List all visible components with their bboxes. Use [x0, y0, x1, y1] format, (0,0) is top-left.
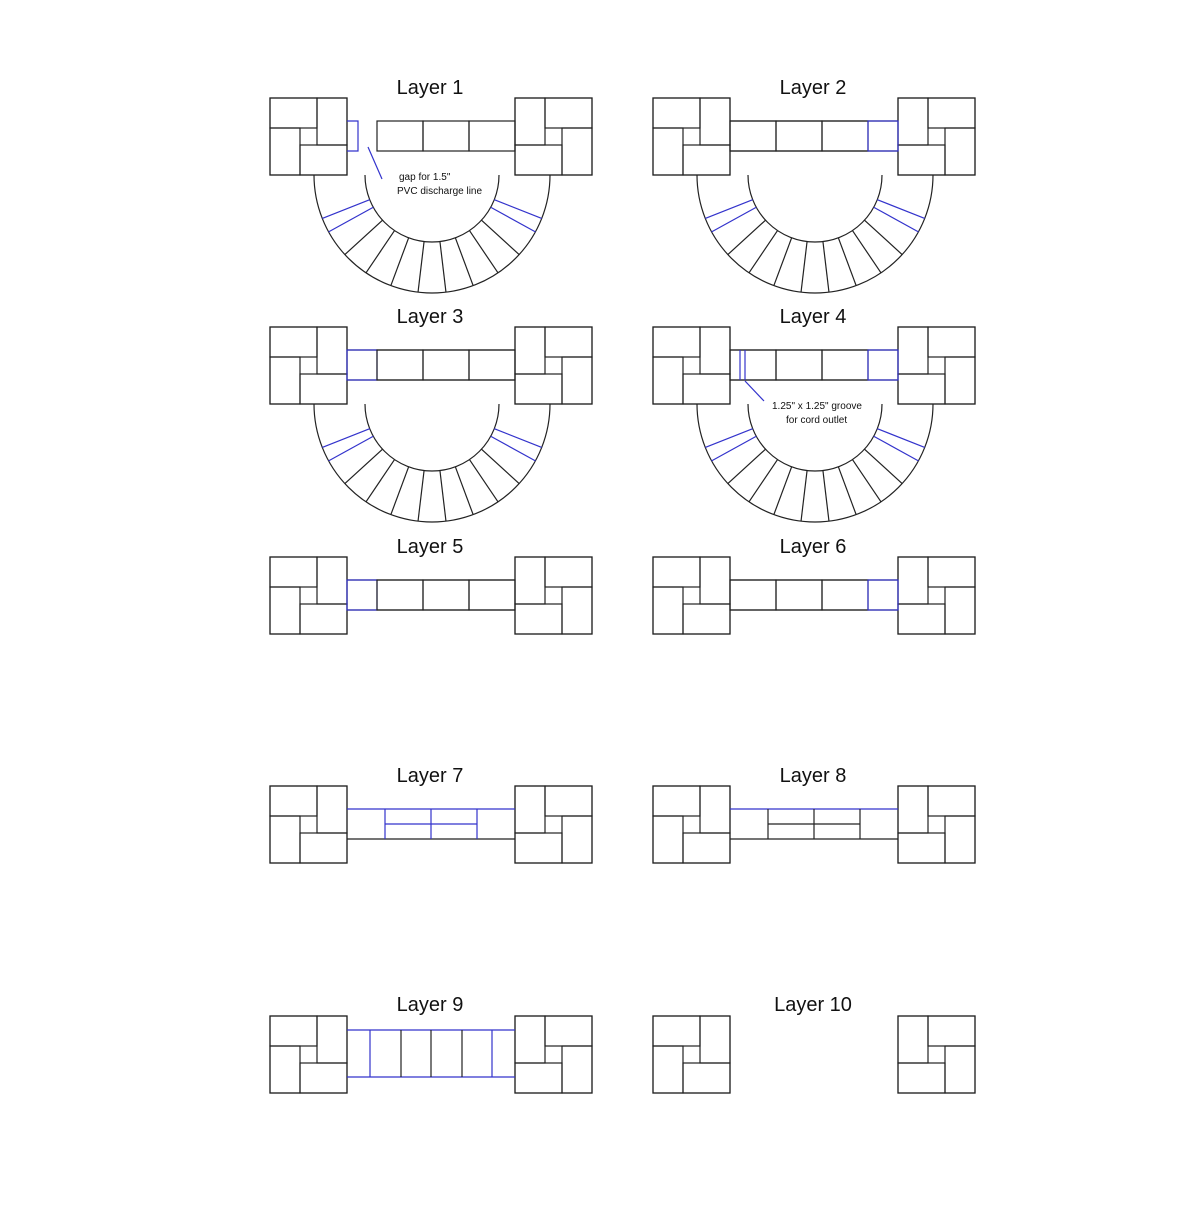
pillar-block: [928, 98, 975, 128]
arch-shim: [705, 429, 752, 448]
arch-block-joint: [801, 242, 807, 293]
layer-5-title: Layer 5: [396, 536, 464, 558]
pillar-block: [300, 1063, 347, 1093]
layer-8-plan: [653, 786, 975, 863]
arch-block-joint: [823, 471, 829, 522]
arch-block-joint: [874, 436, 919, 461]
arch-block-joint: [774, 238, 792, 286]
pillar-block: [898, 98, 928, 145]
pillar-block: [898, 557, 928, 604]
pillar-block: [653, 786, 700, 816]
arch-block-joint: [874, 207, 919, 232]
pillar-block: [270, 557, 317, 587]
pillar-block: [945, 816, 975, 863]
pillar-block: [683, 604, 730, 634]
arch-block-joint: [345, 220, 383, 254]
pillar-block: [562, 357, 592, 404]
wall-block: [776, 580, 822, 610]
pillar-block: [898, 1016, 928, 1063]
wall-block: [822, 580, 868, 610]
pillar-block: [562, 128, 592, 175]
pillar-block: [270, 357, 300, 404]
pillar-block: [317, 786, 347, 833]
gap-note-line-2: PVC discharge line: [397, 186, 483, 197]
wall-block: [469, 350, 515, 380]
pillar-block: [683, 833, 730, 863]
pillar-block: [562, 1046, 592, 1093]
wall-block: [377, 350, 423, 380]
pillar-block: [317, 327, 347, 374]
layer-9-plan: [270, 1016, 592, 1093]
pillar-block: [545, 98, 592, 128]
pillar-block: [898, 604, 945, 634]
pillar-block: [653, 128, 683, 175]
wall-block: [377, 121, 423, 151]
arch-block-joint: [469, 231, 498, 273]
pillar-block: [945, 587, 975, 634]
arch-shim: [705, 200, 752, 219]
pillar-block: [945, 128, 975, 175]
pillar-block: [270, 1016, 317, 1046]
wall-shim-block: [868, 580, 898, 610]
pillar-outline: [898, 327, 975, 404]
pillar-outline: [653, 1016, 730, 1093]
wall-shim-block: [347, 580, 377, 610]
wall-shim-block: [347, 350, 377, 380]
pillar-outline: [653, 327, 730, 404]
arch-shim: [322, 200, 369, 219]
arch-shim: [877, 200, 924, 219]
arch-block-joint: [728, 449, 766, 483]
pillar-block: [545, 557, 592, 587]
pillar-block: [562, 587, 592, 634]
pillar-block: [928, 786, 975, 816]
pillar-outline: [898, 786, 975, 863]
pillar-block: [545, 327, 592, 357]
layer-8-title: Layer 8: [779, 765, 847, 787]
arch-block-joint: [491, 436, 536, 461]
arch-block-joint: [418, 242, 424, 293]
pillar-block: [515, 1063, 562, 1093]
pillar-outline: [653, 98, 730, 175]
pillar-block: [545, 1016, 592, 1046]
wall-shim-block: [868, 350, 898, 380]
pillar-block: [515, 557, 545, 604]
pillar-block: [515, 1016, 545, 1063]
arch-block-joint: [329, 436, 374, 461]
pillar-block: [300, 833, 347, 863]
pillar-block: [898, 327, 928, 374]
gap-pointer: [368, 147, 382, 179]
layer-9-title: Layer 9: [396, 994, 464, 1016]
wall-block: [469, 121, 515, 151]
pillar-block: [270, 786, 317, 816]
pillar-outline: [515, 98, 592, 175]
pillar-outline: [270, 327, 347, 404]
pillar-block: [683, 145, 730, 175]
layer-1-title: Layer 1: [396, 77, 464, 99]
wall-shim-block: [868, 121, 898, 151]
pillar-block: [515, 604, 562, 634]
pillar-block: [653, 327, 700, 357]
pillar-outline: [653, 786, 730, 863]
pillar-block: [928, 557, 975, 587]
arch-block-joint: [774, 467, 792, 515]
pillar-block: [270, 1046, 300, 1093]
arch-block-joint: [801, 471, 807, 522]
layer-2-plan: [653, 98, 975, 293]
pillar-block: [515, 327, 545, 374]
pillar-block: [653, 816, 683, 863]
arch-block-joint: [749, 231, 778, 273]
pillar-outline: [898, 98, 975, 175]
pillar-block: [683, 374, 730, 404]
arch-block-joint: [864, 449, 902, 483]
pillar-block: [653, 587, 683, 634]
groove-note-line-2: for cord outlet: [786, 415, 848, 426]
wall-block: [377, 580, 423, 610]
arch-block-joint: [481, 449, 519, 483]
pillar-block: [700, 98, 730, 145]
pillar-block: [700, 327, 730, 374]
arch-block-joint: [712, 436, 757, 461]
pillar-block: [270, 327, 317, 357]
wall-block: [776, 350, 822, 380]
wall-block: [423, 121, 469, 151]
layer-6-title: Layer 6: [779, 536, 847, 558]
pillar-block: [270, 587, 300, 634]
layer-4-title: Layer 4: [779, 306, 847, 328]
layer-3-title: Layer 3: [396, 306, 464, 328]
pillar-block: [653, 357, 683, 404]
pillar-block: [898, 1063, 945, 1093]
arch-block-joint: [418, 471, 424, 522]
gap-note-line-1: gap for 1.5": [399, 172, 451, 183]
layer-10-plan: [653, 1016, 975, 1093]
pillar-block: [653, 1046, 683, 1093]
arch-block-joint: [491, 207, 536, 232]
pillar-block: [515, 374, 562, 404]
arch-inner-edge: [748, 175, 882, 242]
arch-outer-edge: [697, 175, 933, 293]
groove-pointer: [745, 381, 764, 401]
wall-block: [822, 350, 868, 380]
pillar-block: [317, 1016, 347, 1063]
layer-10-title: Layer 10: [774, 994, 852, 1016]
pillar-block: [683, 1063, 730, 1093]
pillar-block: [270, 98, 317, 128]
arch-outer-edge: [314, 404, 550, 522]
arch-shim: [494, 200, 541, 219]
pillar-outline: [270, 1016, 347, 1093]
arch-shim: [322, 429, 369, 448]
pillar-outline: [270, 557, 347, 634]
arch-block-joint: [455, 238, 473, 286]
pillar-block: [945, 357, 975, 404]
wall-block: [423, 580, 469, 610]
wall-block: [469, 580, 515, 610]
pillar-block: [562, 816, 592, 863]
arch-block-joint: [366, 460, 395, 502]
pillar-outline: [515, 786, 592, 863]
pillar-block: [898, 374, 945, 404]
wall-block: [730, 350, 776, 380]
pillar-block: [317, 557, 347, 604]
arch-block-joint: [345, 449, 383, 483]
pillar-outline: [270, 98, 347, 175]
arch-block-joint: [852, 231, 881, 273]
pillar-outline: [898, 557, 975, 634]
pillar-block: [300, 604, 347, 634]
pillar-block: [945, 1046, 975, 1093]
arch-block-joint: [481, 220, 519, 254]
pillar-outline: [653, 557, 730, 634]
pillar-block: [653, 98, 700, 128]
pillar-block: [898, 833, 945, 863]
pillar-block: [515, 786, 545, 833]
arch-block-joint: [469, 460, 498, 502]
wall-block: [776, 121, 822, 151]
arch-block-joint: [391, 238, 409, 286]
pillar-block: [928, 1016, 975, 1046]
pillar-block: [898, 145, 945, 175]
layer-5-plan: [270, 557, 592, 634]
arch-block-joint: [366, 231, 395, 273]
layer-7-plan: [270, 786, 592, 863]
wall-block: [423, 350, 469, 380]
pillar-block: [653, 1016, 700, 1046]
pillar-block: [300, 145, 347, 175]
arch-block-joint: [838, 238, 856, 286]
wall-block: [730, 580, 776, 610]
pillar-block: [898, 786, 928, 833]
groove-note-line-1: 1.25" x 1.25" groove: [772, 401, 862, 412]
pillar-block: [545, 786, 592, 816]
arch-block-joint: [391, 467, 409, 515]
pillar-block: [300, 374, 347, 404]
layer-2-title: Layer 2: [779, 77, 847, 99]
wall-block: [730, 121, 776, 151]
pillar-block: [928, 327, 975, 357]
pillar-block: [317, 98, 347, 145]
arch-block-joint: [455, 467, 473, 515]
arch-block-joint: [864, 220, 902, 254]
arch-block-joint: [440, 242, 446, 293]
pillar-block: [700, 786, 730, 833]
arch-block-joint: [823, 242, 829, 293]
arch-shim: [494, 429, 541, 448]
layer-6-plan: [653, 557, 975, 634]
wall-block: [822, 121, 868, 151]
layer-7-title: Layer 7: [396, 765, 464, 787]
arch-block-joint: [728, 220, 766, 254]
pillar-block: [700, 1016, 730, 1063]
pillar-block: [700, 557, 730, 604]
layer-3-plan: [270, 327, 592, 522]
pillar-block: [515, 145, 562, 175]
pillar-outline: [515, 557, 592, 634]
pillar-block: [515, 98, 545, 145]
pillar-outline: [515, 1016, 592, 1093]
arch-block-joint: [329, 207, 374, 232]
arch-block-joint: [749, 460, 778, 502]
pillar-block: [270, 816, 300, 863]
pillar-outline: [515, 327, 592, 404]
arch-block-joint: [712, 207, 757, 232]
pvc-gap: [347, 121, 358, 151]
pillar-block: [270, 128, 300, 175]
pillar-outline: [270, 786, 347, 863]
arch-block-joint: [838, 467, 856, 515]
pillar-outline: [898, 1016, 975, 1093]
pillar-block: [653, 557, 700, 587]
arch-shim: [877, 429, 924, 448]
arch-inner-edge: [365, 404, 499, 471]
arch-block-joint: [440, 471, 446, 522]
arch-block-joint: [852, 460, 881, 502]
pillar-block: [515, 833, 562, 863]
